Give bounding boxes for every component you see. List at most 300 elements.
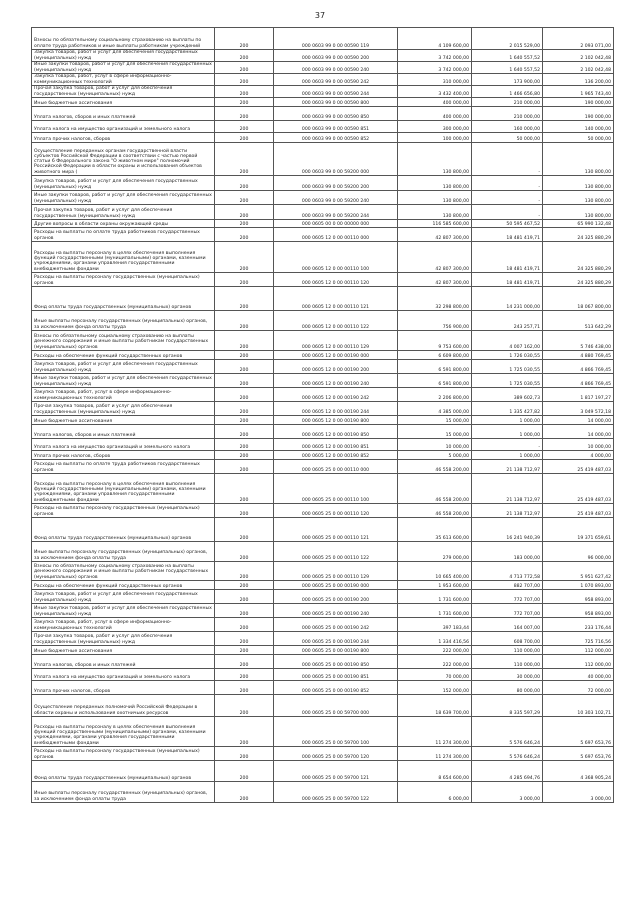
row-line-code: 200 [215,360,274,374]
row-budget-code: 000 0603 99 0 00 00590 852 [274,133,398,143]
row-budget-code: 000 0605 12 0 00 00110 129 [274,331,398,351]
row-remaining-amount: 5 697 653,76 [543,717,614,747]
row-line-code: 200 [215,655,274,669]
table-row [32,416,614,425]
row-description: Осуществление переданных полномочий Российской Федерации в области охраны и использования охотничьих ресурсов [32,695,215,717]
row-executed-amount: 8 335 597,29 [472,695,543,717]
row-budget-code: 000 0605 25 0 00 59700 122 [274,782,398,803]
budget-table-body [32,28,614,803]
row-assigned-amount: 18 639 700,00 [398,695,472,717]
table-row [32,451,614,460]
row-budget-code: 000 0603 99 0 00 59200 200 [274,176,398,191]
page-number: 37 [314,11,326,20]
row-description: Взносы по обязательному социальному страхованию на выплаты денежного содержания и иные выплаты работникам государственных (муниципальных) органов [32,562,215,581]
row-executed-amount: 243 257,71 [472,311,543,331]
row-executed-amount: - [472,176,543,191]
row-description: Уплата прочих налогов, сборов [32,681,215,695]
row-remaining-amount: 233 176,44 [543,618,614,632]
row-budget-code: 000 0605 25 0 00 00190 800 [274,646,398,655]
table-row [32,782,614,803]
row-assigned-amount: 400 000,00 [398,98,472,107]
row-line-code: 200 [215,143,274,176]
row-executed-amount: 21 138 712,97 [472,474,543,504]
row-description: Закупка товаров, работ, услуг в сфере информационно-коммуникационных технологий [32,74,215,86]
row-assigned-amount: 130 800,00 [398,205,472,220]
row-description: Уплата прочих налогов, сборов [32,451,215,460]
row-budget-code: 000 0605 12 0 00 00190 200 [274,360,398,374]
row-line-code: 200 [215,590,274,604]
row-executed-amount: 2 015 529,00 [472,28,543,50]
table-row [32,761,614,782]
row-budget-code: 000 0603 99 0 00 59200 240 [274,191,398,205]
table-row [32,176,614,191]
row-line-code: 200 [215,632,274,646]
row-budget-code: 000 0605 25 0 00 59700 100 [274,717,398,747]
row-budget-code: 000 0605 12 0 00 00190 850 [274,425,398,439]
row-remaining-amount: 24 325 880,29 [543,228,614,242]
row-budget-code: 000 0603 99 0 00 00590 244 [274,86,398,98]
table-row [32,360,614,374]
row-description: Расходы на обеспечение функций государственных органов [32,351,215,360]
row-budget-code: 000 0605 00 0 00 00000 000 [274,220,398,228]
row-remaining-amount: 130 800,00 [543,191,614,205]
row-remaining-amount: 112 000,00 [543,655,614,669]
row-executed-amount: 1 000,00 [472,416,543,425]
table-row [32,388,614,402]
table-row [32,581,614,590]
row-remaining-amount: 4 880 769,45 [543,351,614,360]
row-line-code: 200 [215,474,274,504]
row-executed-amount: 1 725 030,55 [472,374,543,388]
row-description: Другие вопросы в области охраны окружающей среды [32,220,215,228]
row-budget-code: 000 0605 12 0 00 00190 240 [274,374,398,388]
row-remaining-amount: 50 000,00 [543,133,614,143]
row-executed-amount: 1 725 030,55 [472,360,543,374]
table-row [32,717,614,747]
row-description: Иные бюджетные ассигнования [32,98,215,107]
row-description: Уплата налогов, сборов и иных платежей [32,655,215,669]
row-remaining-amount: 3 000,00 [543,782,614,803]
row-executed-amount: 80 000,00 [472,681,543,695]
row-remaining-amount: 5 746 438,00 [543,331,614,351]
row-budget-code: 000 0603 99 0 00 59200 244 [274,205,398,220]
row-assigned-amount: 300 000,00 [398,121,472,133]
row-assigned-amount: 100 000,00 [398,133,472,143]
row-assigned-amount: 32 298 800,00 [398,287,472,311]
row-description: Иные закупки товаров, работ и услуг для обеспечения государственных (муниципальных) нужд [32,604,215,618]
row-remaining-amount: 24 325 880,29 [543,242,614,273]
row-executed-amount: 164 007,00 [472,618,543,632]
table-row [32,474,614,504]
row-budget-code: 000 0605 25 0 00 00110 120 [274,504,398,518]
row-description: Прочая закупка товаров, работ и услуг для обеспечения государственных (муниципальных) нужд [32,402,215,416]
row-executed-amount: 30 000,00 [472,669,543,681]
row-assigned-amount: 42 807 300,00 [398,228,472,242]
row-description: Прочая закупка товаров, работ и услуг для обеспечения государственных (муниципальных) нужд [32,86,215,98]
row-assigned-amount: 42 807 300,00 [398,242,472,273]
row-assigned-amount: 2 206 800,00 [398,388,472,402]
row-description: Иные закупки товаров, работ и услуг для обеспечения государственных (муниципальных) нужд [32,191,215,205]
row-description: Закупка товаров, работ и услуг для обеспечения государственных (муниципальных) нужд [32,176,215,191]
table-row [32,50,614,62]
row-budget-code: 000 0605 12 0 00 00110 120 [274,273,398,287]
row-budget-code: 000 0605 12 0 00 00110 122 [274,311,398,331]
row-line-code: 200 [215,695,274,717]
row-remaining-amount: 130 800,00 [543,176,614,191]
row-assigned-amount: 222 000,00 [398,655,472,669]
row-assigned-amount: 10 665 400,00 [398,562,472,581]
row-budget-code: 000 0603 99 0 00 00590 242 [274,74,398,86]
row-assigned-amount: 756 900,00 [398,311,472,331]
row-budget-code: 000 0605 25 0 00 00110 122 [274,542,398,562]
row-description: Иные выплаты персоналу государственных (муниципальных) органов, за исключением фонда оплаты труда [32,542,215,562]
table-row [32,439,614,451]
row-assigned-amount: 6 000,00 [398,782,472,803]
row-line-code: 200 [215,220,274,228]
table-row [32,205,614,220]
row-remaining-amount: 2 102 042,48 [543,50,614,62]
row-budget-code: 000 0605 25 0 00 59700 000 [274,695,398,717]
table-row [32,133,614,143]
row-budget-code: 000 0603 99 0 00 00590 119 [274,28,398,50]
row-executed-amount: 18 481 419,71 [472,228,543,242]
row-line-code: 200 [215,646,274,655]
row-line-code: 200 [215,176,274,191]
row-line-code: 200 [215,717,274,747]
row-remaining-amount: 2 102 042,48 [543,62,614,74]
row-budget-code: 000 0603 99 0 00 00590 200 [274,50,398,62]
table-row [32,107,614,121]
table-row [32,460,614,474]
row-line-code: 200 [215,351,274,360]
row-assigned-amount: 46 558 200,00 [398,504,472,518]
row-description: Иные бюджетные ассигнования [32,416,215,425]
row-executed-amount: 21 138 712,97 [472,460,543,474]
row-remaining-amount: 1 070 893,00 [543,581,614,590]
table-row [32,618,614,632]
row-remaining-amount: 5 951 627,42 [543,562,614,581]
row-remaining-amount: 5 697 653,76 [543,747,614,761]
row-executed-amount: 1 726 030,55 [472,351,543,360]
row-line-code: 200 [215,86,274,98]
row-line-code: 200 [215,604,274,618]
row-assigned-amount: 5 000,00 [398,451,472,460]
table-row [32,331,614,351]
row-budget-code: 000 0605 25 0 00 59700 120 [274,747,398,761]
row-executed-amount: 173 900,00 [472,74,543,86]
row-executed-amount: 110 000,00 [472,646,543,655]
row-executed-amount: 21 138 712,97 [472,504,543,518]
row-description: Расходы на выплаты персоналу государственных (муниципальных) органов [32,504,215,518]
row-budget-code: 000 0605 25 0 00 00110 100 [274,474,398,504]
row-remaining-amount: 72 000,00 [543,681,614,695]
table-row [32,632,614,646]
row-budget-code: 000 0605 12 0 00 00190 851 [274,439,398,451]
row-assigned-amount: 400 000,00 [398,107,472,121]
row-remaining-amount: 4 866 769,45 [543,374,614,388]
row-budget-code: 000 0603 99 0 00 00590 851 [274,121,398,133]
row-remaining-amount: 513 642,29 [543,311,614,331]
row-line-code: 200 [215,402,274,416]
table-row [32,681,614,695]
row-assigned-amount: 279 000,00 [398,542,472,562]
table-row [32,669,614,681]
row-remaining-amount: 25 419 487,03 [543,504,614,518]
row-executed-amount: 4 007 162,00 [472,331,543,351]
row-line-code: 200 [215,581,274,590]
table-row [32,425,614,439]
row-description: Осуществление переданных органам государственной власти субъектов Российской Федерации в соответствии с частью первой статьи 6 Федерального закона "О животном мире" полномочий Российской Федерации в области охраны и использования объектов животного мира ( [32,143,215,176]
row-executed-amount: 3 000,00 [472,782,543,803]
row-line-code: 200 [215,374,274,388]
row-remaining-amount: 190 000,00 [543,98,614,107]
row-remaining-amount: 958 893,00 [543,590,614,604]
table-row [32,28,614,50]
row-assigned-amount: 6 609 800,00 [398,351,472,360]
row-description: Фонд оплаты труда государственных (муниципальных) органов [32,287,215,311]
row-assigned-amount: 35 613 600,00 [398,518,472,542]
row-description: Расходы на выплаты персоналу государственных (муниципальных) органов [32,747,215,761]
row-executed-amount: 4 285 694,76 [472,761,543,782]
row-assigned-amount: 3 742 000,00 [398,62,472,74]
row-line-code: 200 [215,416,274,425]
row-executed-amount: 1 640 557,52 [472,50,543,62]
row-description: Закупка товаров, работ и услуг для обеспечения государственных (муниципальных) нужд [32,590,215,604]
row-line-code: 200 [215,782,274,803]
row-budget-code: 000 0605 25 0 00 00190 244 [274,632,398,646]
row-line-code: 200 [215,542,274,562]
table-row [32,74,614,86]
row-assigned-amount: 10 000,00 [398,439,472,451]
row-executed-amount: 210 000,00 [472,98,543,107]
row-executed-amount: - [472,191,543,205]
table-row [32,351,614,360]
row-assigned-amount: 9 753 600,00 [398,331,472,351]
row-description: Уплата налогов, сборов и иных платежей [32,425,215,439]
table-row [32,518,614,542]
row-description: Закупка товаров, работ, услуг в сфере информационно-коммуникационных технологий [32,618,215,632]
row-remaining-amount: 19 371 659,61 [543,518,614,542]
row-remaining-amount: 130 800,00 [543,143,614,176]
row-description: Расходы на выплаты по оплате труда работников государственных органов [32,228,215,242]
row-remaining-amount: 1 817 197,27 [543,388,614,402]
row-assigned-amount: 42 807 300,00 [398,273,472,287]
row-executed-amount: 772 707,00 [472,604,543,618]
row-assigned-amount: 6 591 800,00 [398,360,472,374]
row-description: Расходы на выплаты персоналу государственных (муниципальных) органов [32,273,215,287]
row-description: Прочая закупка товаров, работ и услуг для обеспечения государственных (муниципальных) нужд [32,205,215,220]
row-remaining-amount: 24 325 880,29 [543,273,614,287]
table-row [32,143,614,176]
row-line-code: 200 [215,460,274,474]
table-row [32,374,614,388]
row-assigned-amount: 1 953 600,00 [398,581,472,590]
row-line-code: 200 [215,311,274,331]
table-row [32,121,614,133]
row-budget-code: 000 0605 12 0 00 00110 100 [274,242,398,273]
row-executed-amount: 389 602,73 [472,388,543,402]
row-remaining-amount: 4 368 905,24 [543,761,614,782]
row-line-code: 200 [215,228,274,242]
row-budget-code: 000 0605 25 0 00 00190 200 [274,590,398,604]
row-budget-code: 000 0603 99 0 00 00590 240 [274,62,398,74]
row-line-code: 200 [215,50,274,62]
row-description: Расходы на выплаты персоналу в целях обеспечения выполнения функций государственными (муниципальными) органами, казенными учреждениями, органами управления государственными внебюджетными фондами [32,242,215,273]
row-line-code: 200 [215,618,274,632]
row-line-code: 200 [215,518,274,542]
row-assigned-amount: 130 800,00 [398,143,472,176]
row-executed-amount: 14 231 000,00 [472,287,543,311]
table-row [32,604,614,618]
row-remaining-amount: 25 419 487,03 [543,460,614,474]
row-remaining-amount: 14 000,00 [543,416,614,425]
row-remaining-amount: 40 000,00 [543,669,614,681]
row-budget-code: 000 0605 25 0 00 00190 851 [274,669,398,681]
row-remaining-amount: 958 893,00 [543,604,614,618]
row-line-code: 200 [215,98,274,107]
row-line-code: 200 [215,761,274,782]
row-assigned-amount: 70 000,00 [398,669,472,681]
row-executed-amount: 1 000,00 [472,425,543,439]
row-line-code: 200 [215,388,274,402]
row-description: Иные выплаты персоналу государственных (муниципальных) органов, за исключением фонда оплаты труда [32,311,215,331]
row-remaining-amount: 65 990 132,48 [543,220,614,228]
row-assigned-amount: 46 558 200,00 [398,474,472,504]
row-line-code: 200 [215,74,274,86]
row-description: Закупка товаров, работ и услуг для обеспечения государственных (муниципальных) нужд [32,360,215,374]
row-executed-amount: 1 335 427,82 [472,402,543,416]
row-assigned-amount: 15 000,00 [398,416,472,425]
row-line-code: 200 [215,425,274,439]
row-executed-amount: 50 000,00 [472,133,543,143]
row-executed-amount: 16 241 940,39 [472,518,543,542]
row-executed-amount: - [472,143,543,176]
row-assigned-amount: 11 274 300,00 [398,717,472,747]
row-remaining-amount: 140 000,00 [543,121,614,133]
budget-table [31,27,614,803]
row-line-code: 200 [215,62,274,74]
row-line-code: 200 [215,669,274,681]
row-budget-code: 000 0605 25 0 00 00110 129 [274,562,398,581]
table-row [32,562,614,581]
table-row [32,542,614,562]
table-row [32,191,614,205]
row-description: Уплата прочих налогов, сборов [32,133,215,143]
row-description: Взносы по обязательному социальному страхованию на выплаты по оплате труда работников и иные выплаты работникам учреждений [32,28,215,50]
row-assigned-amount: 4 385 000,00 [398,402,472,416]
row-remaining-amount: 96 000,00 [543,542,614,562]
table-row [32,747,614,761]
row-budget-code: 000 0605 12 0 00 00190 800 [274,416,398,425]
row-budget-code: 000 0605 12 0 00 00190 242 [274,388,398,402]
table-row [32,287,614,311]
row-executed-amount: 183 000,00 [472,542,543,562]
row-executed-amount: 1 640 557,52 [472,62,543,74]
row-assigned-amount: 46 558 200,00 [398,460,472,474]
row-budget-code: 000 0605 12 0 00 00190 244 [274,402,398,416]
row-line-code: 200 [215,562,274,581]
row-description: Взносы по обязательному социальному страхованию на выплаты денежного содержания и иные выплаты работникам государственных (муниципальных) органов [32,331,215,351]
row-line-code: 200 [215,205,274,220]
row-description: Уплата налога на имущество организаций и земельного налога [32,121,215,133]
row-assigned-amount: 397 183,44 [398,618,472,632]
row-executed-amount: 4 713 772,58 [472,562,543,581]
row-description: Иные выплаты персоналу государственных (муниципальных) органов, за исключением фонда оплаты труда [32,782,215,803]
row-description: Фонд оплаты труда государственных (муниципальных) органов [32,518,215,542]
row-assigned-amount: 6 591 800,00 [398,374,472,388]
row-description: Уплата налога на имущество организаций и земельного налога [32,439,215,451]
row-description: Расходы на выплаты персоналу в целях обеспечения выполнения функций государственными (муниципальными) органами, казенными учреждениями, органами управления государственными внебюджетными фондами [32,717,215,747]
row-executed-amount: 5 576 646,24 [472,717,543,747]
row-budget-code: 000 0605 12 0 00 00190 852 [274,451,398,460]
row-line-code: 200 [215,121,274,133]
row-executed-amount: 18 481 419,71 [472,242,543,273]
row-budget-code: 000 0603 99 0 00 00590 800 [274,98,398,107]
row-executed-amount: 18 481 419,71 [472,273,543,287]
row-remaining-amount: 10 000,00 [543,439,614,451]
row-executed-amount: 160 000,00 [472,121,543,133]
row-remaining-amount: 112 000,00 [543,646,614,655]
row-budget-code: 000 0605 25 0 00 00110 000 [274,460,398,474]
row-assigned-amount: 130 800,00 [398,191,472,205]
row-budget-code: 000 0605 12 0 00 00110 000 [274,228,398,242]
row-line-code: 200 [215,747,274,761]
row-budget-code: 000 0605 25 0 00 00190 000 [274,581,398,590]
row-budget-code: 000 0603 99 0 00 59200 000 [274,143,398,176]
row-executed-amount: 1 000,00 [472,451,543,460]
row-assigned-amount: 4 109 600,00 [398,28,472,50]
row-line-code: 200 [215,191,274,205]
row-description: Иные закупки товаров, работ и услуг для обеспечения государственных (муниципальных) нужд [32,374,215,388]
row-description: Иные закупки товаров, работ и услуг для обеспечения государственных (муниципальных) нужд [32,62,215,74]
row-line-code: 200 [215,331,274,351]
row-remaining-amount: 136 200,00 [543,74,614,86]
row-assigned-amount: 3 742 000,00 [398,50,472,62]
row-assigned-amount: 1 731 600,00 [398,604,472,618]
row-line-code: 200 [215,273,274,287]
row-description: Закупка товаров, работ, услуг в сфере информационно-коммуникационных технологий [32,388,215,402]
row-executed-amount: 608 700,00 [472,632,543,646]
table-row [32,98,614,107]
table-row [32,220,614,228]
row-line-code: 200 [215,439,274,451]
table-row [32,646,614,655]
row-remaining-amount: 10 303 102,71 [543,695,614,717]
table-row [32,590,614,604]
row-remaining-amount: 130 800,00 [543,205,614,220]
table-row [32,273,614,287]
row-budget-code: 000 0605 25 0 00 00190 240 [274,604,398,618]
row-assigned-amount: 15 000,00 [398,425,472,439]
row-assigned-amount: 152 000,00 [398,681,472,695]
table-row [32,62,614,74]
row-line-code: 200 [215,242,274,273]
row-assigned-amount: 1 731 600,00 [398,590,472,604]
table-row [32,86,614,98]
row-assigned-amount: 8 654 600,00 [398,761,472,782]
row-line-code: 200 [215,107,274,121]
row-description: Расходы на обеспечение функций государственных органов [32,581,215,590]
row-executed-amount: - [472,205,543,220]
row-description: Уплата налогов, сборов и иных платежей [32,107,215,121]
row-remaining-amount: 4 000,00 [543,451,614,460]
row-budget-code: 000 0605 25 0 00 59700 121 [274,761,398,782]
row-budget-code: 000 0605 12 0 00 00110 121 [274,287,398,311]
row-remaining-amount: 18 067 800,00 [543,287,614,311]
row-executed-amount: 882 707,00 [472,581,543,590]
row-budget-code: 000 0603 99 0 00 00590 850 [274,107,398,121]
row-remaining-amount: 1 965 743,40 [543,86,614,98]
